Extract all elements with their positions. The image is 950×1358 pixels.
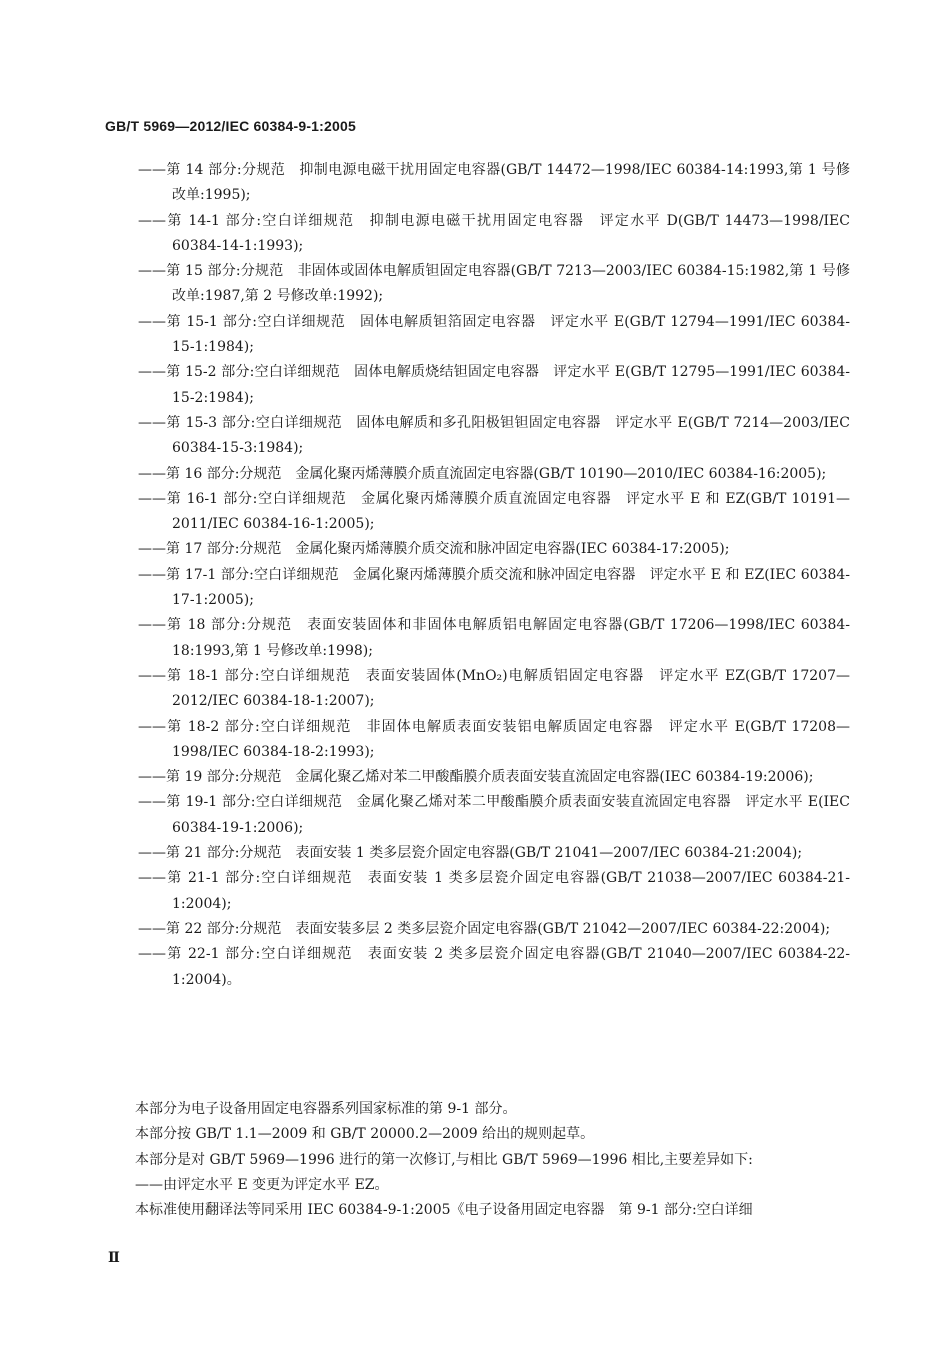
list-item: ——第 17 部分:分规范 金属化聚丙烯薄膜介质交流和脉冲固定电容器(IEC 60384-17:2005);: [138, 541, 730, 558]
list-item: ——第 15-2 部分:空白详细规范 固体电解质烧结钽固定电容器 评定水平 E(GB/T 12795—1991/IEC 60384-15-2:1984);: [138, 364, 850, 406]
list-item: ——第 15-3 部分:空白详细规范 固体电解质和多孔阳极钽钽固定电容器 评定水平 E(GB/T 7214—2003/IEC 60384-15-3:1984);: [138, 414, 850, 457]
list-item: ——第 21 部分:分规范 表面安装 1 类多层瓷介固定电容器(GB/T 21041—2007/IEC 60384-21:2004);: [138, 845, 803, 862]
list-item: ——第 19 部分:分规范 金属化聚乙烯对苯二甲酸酯膜介质表面安装直流固定电容器(IEC 60384-19:2006);: [138, 769, 814, 786]
list-item: ——第 22-1 部分:空白详细规范 表面安装 2 类多层瓷介固定电容器(GB/T 21040—2007/IEC 60384-22-1:2004)。: [138, 946, 850, 988]
list-item: ——第 22 部分:分规范 表面安装多层 2 类多层瓷介固定电容器(GB/T 21042—2007/IEC 60384-22:2004);: [138, 920, 831, 937]
list-item: ——第 19-1 部分:空白详细规范 金属化聚乙烯对苯二甲酸酯膜介质表面安装直流固定电容器 评定水平 E(IEC 60384-19-1:2006);: [138, 794, 850, 836]
list-item: ——第 18-2 部分:空白详细规范 非固体电解质表面安装铝电解质固定电容器 评定水平 E(GB/T 17208—1998/IEC 60384-18-2:1993);: [138, 718, 850, 760]
list-item: ——第 14 部分:分规范 抑制电源电磁干扰用固定电容器(GB/T 14472—1998/IEC 60384-14:1993,第 1 号修改单:1995);: [138, 162, 850, 204]
paragraph-revision-item: ——由评定水平 E 变更为评定水平 EZ。: [135, 1176, 389, 1193]
standards-list: [138, 158, 850, 993]
list-item: ——第 21-1 部分:空白详细规范 表面安装 1 类多层瓷介固定电容器(GB/T 21038—2007/IEC 60384-21-1:2004);: [138, 870, 850, 912]
paragraph-revision: 本部分是对 GB/T 5969—1996 进行的第一次修订,与相比 GB/T 5969—1996 相比,主要差异如下:: [135, 1151, 753, 1168]
list-item: ——第 15 部分:分规范 非固体或固体电解质钽固定电容器(GB/T 7213—2003/IEC 60384-15:1982,第 1 号修改单:1987,第 2 号修改单:1992);: [138, 263, 850, 305]
page-number: Ⅱ: [108, 1250, 120, 1266]
list-item: ——第 18 部分:分规范 表面安装固体和非固体电解质铝电解固定电容器(GB/T 17206—1998/IEC 60384-18:1993,第 1 号修改单:1998);: [138, 617, 850, 659]
list-item: ——第 17-1 部分:空白详细规范 金属化聚丙烯薄膜介质交流和脉冲固定电容器 评定水平 E 和 EZ(IEC 60384-17-1:2005);: [138, 566, 850, 609]
list-item: ——第 18-1 部分:空白详细规范 表面安装固体(MnO₂)电解质铝固定电容器 评定水平 EZ(GB/T 17207—2012/IEC 60384-18-1:2007);: [138, 667, 850, 710]
paragraph-drafting-rules: 本部分按 GB/T 1.1—2009 和 GB/T 20000.2—2009 给出的规则起草。: [135, 1126, 595, 1143]
paragraph-adoption: 本标准使用翻译法等同采用 IEC 60384-9-1:2005《电子设备用固定电容器 第 9-1 部分:空白详细: [135, 1202, 753, 1219]
list-item: ——第 16-1 部分:空白详细规范 金属化聚丙烯薄膜介质直流固定电容器 评定水平 E 和 EZ(GB/T 10191—2011/IEC 60384-16-1:2005);: [138, 490, 850, 533]
standard-header: GB/T 5969—2012/IEC 60384-9-1:2005: [105, 118, 356, 134]
list-item: ——第 14-1 部分:空白详细规范 抑制电源电磁干扰用固定电容器 评定水平 D(GB/T 14473—1998/IEC 60384-14-1:1993);: [138, 212, 850, 254]
list-item: ——第 16 部分:分规范 金属化聚丙烯薄膜介质直流固定电容器(GB/T 10190—2010/IEC 60384-16:2005);: [138, 465, 827, 482]
list-item: ——第 15-1 部分:空白详细规范 固体电解质钽箔固定电容器 评定水平 E(GB/T 12794—1991/IEC 60384-15-1:1984);: [138, 313, 850, 356]
paragraph-part-scope: 本部分为电子设备用固定电容器系列国家标准的第 9-1 部分。: [135, 1101, 517, 1117]
body-paragraphs: [105, 1097, 850, 1223]
